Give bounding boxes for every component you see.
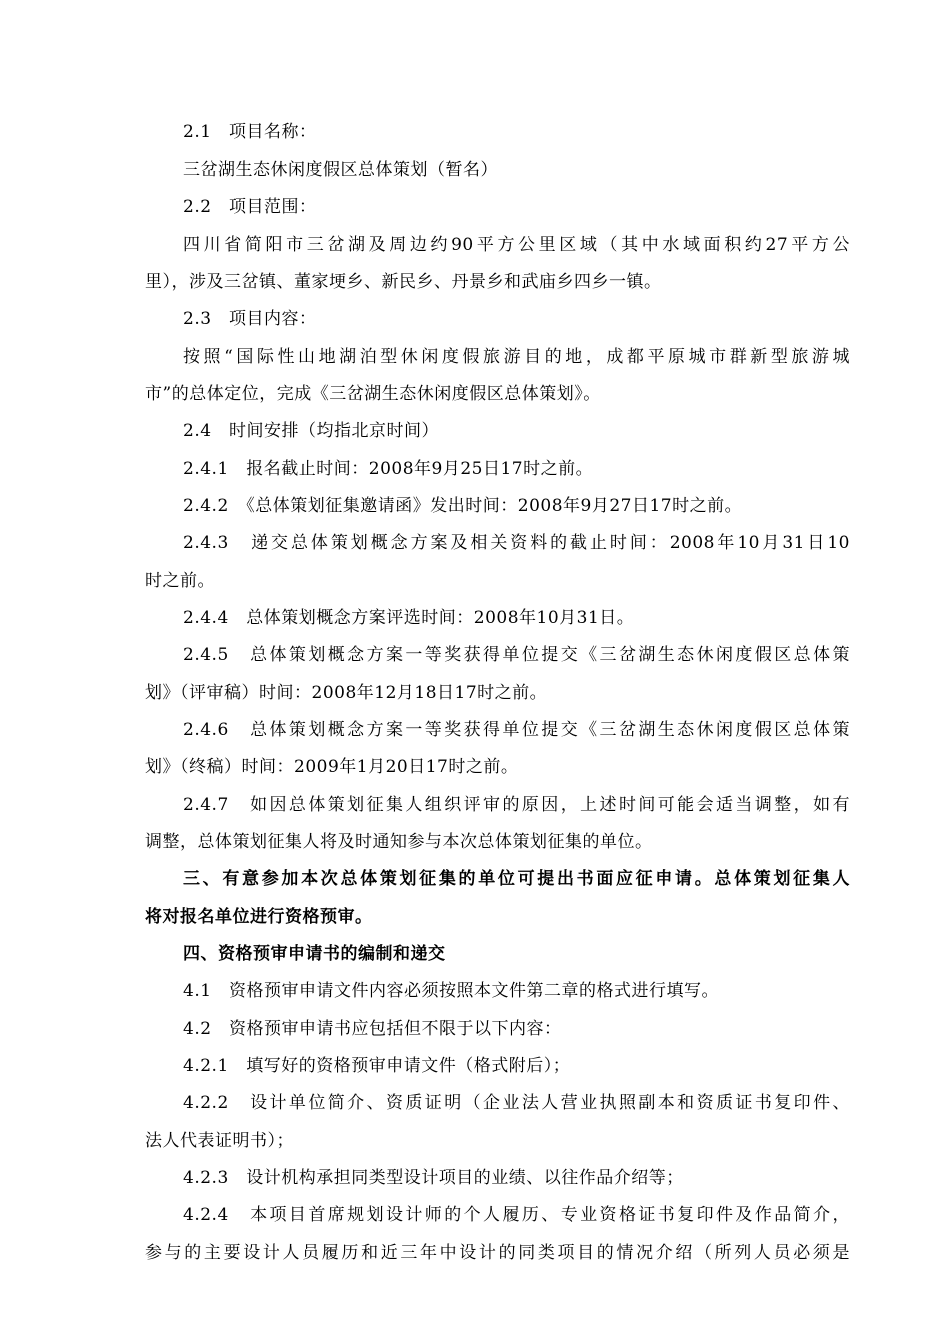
project-scope-text-line-1: 四川省简阳市三岔湖及周边约90平方公里区域（其中水域面积约27平方公 xyxy=(183,235,850,255)
item-2-4-2: 2.4.2 《总体策划征集邀请函》发出时间：2008年9月27日17时之前。 xyxy=(183,496,743,516)
section-3-heading-line-2: 将对报名单位进行资格预审。 xyxy=(145,907,373,927)
section-4-heading: 四、资格预审申请书的编制和递交 xyxy=(183,944,446,964)
section-2-2-heading: 2.2 项目范围： xyxy=(183,197,317,217)
item-4-2-4-line-1: 4.2.4 本项目首席规划设计师的个人履历、专业资格证书复印件及作品简介， xyxy=(183,1205,850,1225)
section-2-3-heading: 2.3 项目内容： xyxy=(183,309,317,329)
section-2-4-heading: 2.4 时间安排（均指北京时间） xyxy=(183,421,440,441)
item-4-2-4-line-2: 参与的主要设计人员履历和近三年中设计的同类项目的情况介绍（所列人员必须是 xyxy=(145,1243,850,1263)
item-2-4-3-line-2: 时之前。 xyxy=(145,571,215,591)
item-4-2-1: 4.2.1 填写好的资格预审申请文件（格式附后）； xyxy=(183,1056,571,1076)
section-3-heading-line-1: 三、有意参加本次总体策划征集的单位可提出书面应征申请。总体策划征集人 xyxy=(183,869,850,889)
item-4-2: 4.2 资格预审申请书应包括但不限于以下内容： xyxy=(183,1019,562,1039)
project-content-text-line-2: 市”的总体定位，完成《三岔湖生态休闲度假区总体策划》。 xyxy=(145,384,601,404)
item-4-2-3: 4.2.3 设计机构承担同类型设计项目的业绩、以往作品介绍等； xyxy=(183,1168,684,1188)
project-name-text: 三岔湖生态休闲度假区总体策划（暂名） xyxy=(183,160,498,180)
item-2-4-7-line-2: 调整，总体策划征集人将及时通知参与本次总体策划征集的单位。 xyxy=(145,832,653,852)
item-2-4-5-line-1: 2.4.5 总体策划概念方案一等奖获得单位提交《三岔湖生态休闲度假区总体策 xyxy=(183,645,850,665)
item-2-4-1: 2.4.1 报名截止时间：2008年9月25日17时之前。 xyxy=(183,459,594,479)
item-2-4-6-line-1: 2.4.6 总体策划概念方案一等奖获得单位提交《三岔湖生态休闲度假区总体策 xyxy=(183,720,850,740)
item-2-4-5-line-2: 划》（评审稿）时间：2008年12月18日17时之前。 xyxy=(145,683,548,703)
item-2-4-4: 2.4.4 总体策划概念方案评选时间：2008年10月31日。 xyxy=(183,608,635,628)
item-4-2-2-line-2: 法人代表证明书）； xyxy=(145,1131,294,1151)
section-2-1-heading: 2.1 项目名称： xyxy=(183,122,317,142)
project-scope-text-line-2: 里），涉及三岔镇、董家埂乡、新民乡、丹景乡和武庙乡四乡一镇。 xyxy=(145,272,662,292)
item-4-1: 4.1 资格预审申请文件内容必须按照本文件第二章的格式进行填写。 xyxy=(183,981,720,1001)
project-content-text-line-1: 按照“国际性山地湖泊型休闲度假旅游目的地，成都平原城市群新型旅游城 xyxy=(183,347,850,367)
item-2-4-7-line-1: 2.4.7 如因总体策划征集人组织评审的原因，上述时间可能会适当调整，如有 xyxy=(183,795,850,815)
item-2-4-6-line-2: 划》（终稿）时间：2009年1月20日17时之前。 xyxy=(145,757,519,777)
item-4-2-2-line-1: 4.2.2 设计单位简介、资质证明（企业法人营业执照副本和资质证书复印件、 xyxy=(183,1093,850,1113)
item-2-4-3-line-1: 2.4.3 递交总体策划概念方案及相关资料的截止时间：2008年10月31日10 xyxy=(183,533,850,553)
